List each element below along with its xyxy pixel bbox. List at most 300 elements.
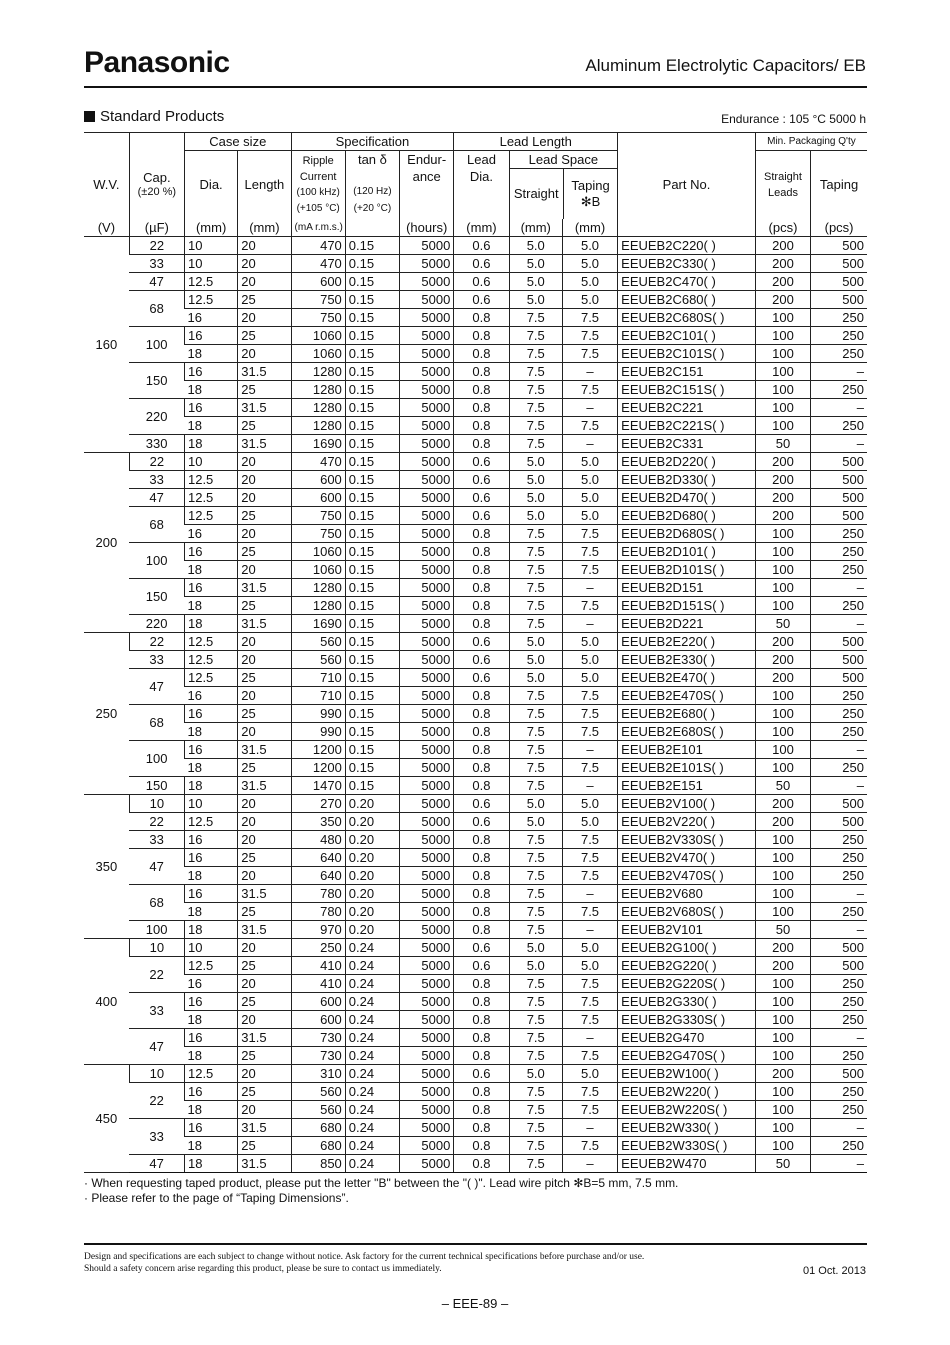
qty-taping-cell: 250 bbox=[811, 687, 867, 705]
endurance-cell: 5000 bbox=[400, 345, 454, 363]
length-cell: 20 bbox=[238, 633, 291, 651]
unit-ripple: (mA r.m.s.) bbox=[291, 219, 345, 237]
qty-taping-cell: – bbox=[811, 885, 867, 903]
part-no-cell: EEUEB2G330S( ) bbox=[618, 1011, 756, 1029]
dia-cell: 10 bbox=[184, 453, 237, 471]
capacitance-cell: 22 bbox=[129, 453, 184, 471]
table-row bbox=[84, 291, 867, 309]
ripple-current-cell: 750 bbox=[291, 525, 345, 543]
qty-taping-cell: 250 bbox=[811, 903, 867, 921]
ripple-current-cell: 730 bbox=[291, 1029, 345, 1047]
lead-space-taping-cell: 7.5 bbox=[562, 327, 617, 345]
endurance-cell: 5000 bbox=[400, 255, 454, 273]
endurance-cell: 5000 bbox=[400, 1065, 454, 1083]
qty-straight-cell: 200 bbox=[755, 651, 810, 669]
qty-straight-cell: 100 bbox=[755, 705, 810, 723]
tan-delta-cell: 0.15 bbox=[345, 273, 399, 291]
lead-space-straight-cell: 7.5 bbox=[509, 993, 562, 1011]
ripple-current-cell: 600 bbox=[291, 489, 345, 507]
lead-dia-cell: 0.8 bbox=[454, 687, 509, 705]
qty-taping-cell: 250 bbox=[811, 867, 867, 885]
lead-space-straight-cell: 7.5 bbox=[509, 831, 562, 849]
tan-delta-cell: 0.24 bbox=[345, 1119, 399, 1137]
part-no-cell: EEUEB2E101S( ) bbox=[618, 759, 756, 777]
qty-taping-cell: 500 bbox=[811, 957, 867, 975]
lead-dia-cell: 0.8 bbox=[454, 705, 509, 723]
endurance-cell: 5000 bbox=[400, 435, 454, 453]
lead-dia-cell: 0.8 bbox=[454, 993, 509, 1011]
part-no-cell: EEUEB2W330S( ) bbox=[618, 1137, 756, 1155]
ripple-current-cell: 1280 bbox=[291, 399, 345, 417]
tan-delta-cell: 0.24 bbox=[345, 939, 399, 957]
ripple-current-cell: 600 bbox=[291, 993, 345, 1011]
lead-space-taping-cell: 7.5 bbox=[562, 723, 617, 741]
capacitance-cell: 150 bbox=[129, 363, 184, 399]
ripple-current-cell: 1060 bbox=[291, 345, 345, 363]
tan-delta-cell: 0.15 bbox=[345, 741, 399, 759]
header-lead-dia-2: Dia. bbox=[469, 169, 494, 184]
lead-space-straight-cell: 7.5 bbox=[509, 723, 562, 741]
lead-space-taping-cell: 7.5 bbox=[562, 867, 617, 885]
unit-straight: (mm) bbox=[509, 219, 562, 237]
table-row bbox=[84, 651, 867, 669]
capacitance-cell: 100 bbox=[129, 921, 184, 939]
endurance-cell: 5000 bbox=[400, 453, 454, 471]
length-cell: 20 bbox=[238, 795, 291, 813]
lead-space-taping-cell: 5.0 bbox=[562, 453, 617, 471]
dia-cell: 10 bbox=[184, 237, 237, 255]
capacitance-cell: 68 bbox=[129, 507, 184, 543]
table-row bbox=[84, 777, 867, 795]
length-cell: 31.5 bbox=[238, 399, 291, 417]
ripple-current-cell: 1690 bbox=[291, 435, 345, 453]
tan-delta-cell: 0.20 bbox=[345, 831, 399, 849]
dia-cell: 18 bbox=[184, 723, 237, 741]
length-cell: 25 bbox=[238, 507, 291, 525]
endurance-cell: 5000 bbox=[400, 957, 454, 975]
qty-straight-cell: 200 bbox=[755, 507, 810, 525]
qty-straight-cell: 200 bbox=[755, 939, 810, 957]
unit-lead-dia: (mm) bbox=[454, 219, 509, 237]
qty-taping-cell: 250 bbox=[811, 1137, 867, 1155]
tan-delta-cell: 0.15 bbox=[345, 597, 399, 615]
length-cell: 25 bbox=[238, 669, 291, 687]
qty-taping-cell: 500 bbox=[811, 633, 867, 651]
lead-dia-cell: 0.8 bbox=[454, 1083, 509, 1101]
qty-straight-cell: 100 bbox=[755, 579, 810, 597]
qty-straight-cell: 100 bbox=[755, 363, 810, 381]
dia-cell: 16 bbox=[184, 579, 237, 597]
lead-dia-cell: 0.8 bbox=[454, 417, 509, 435]
part-no-cell: EEUEB2W330( ) bbox=[618, 1119, 756, 1137]
length-cell: 25 bbox=[238, 1047, 291, 1065]
lead-dia-cell: 0.8 bbox=[454, 921, 509, 939]
qty-taping-cell: 250 bbox=[811, 327, 867, 345]
lead-space-straight-cell: 5.0 bbox=[509, 453, 562, 471]
header-ripple-2: Current bbox=[299, 171, 337, 183]
part-no-cell: EEUEB2C680S( ) bbox=[618, 309, 756, 327]
lead-dia-cell: 0.8 bbox=[454, 885, 509, 903]
part-no-cell: EEUEB2W220( ) bbox=[618, 1083, 756, 1101]
lead-space-taping-cell: 5.0 bbox=[562, 507, 617, 525]
qty-straight-cell: 200 bbox=[755, 633, 810, 651]
dia-cell: 18 bbox=[184, 1155, 237, 1173]
header-endurance bbox=[400, 151, 454, 220]
lead-space-taping-cell: – bbox=[562, 741, 617, 759]
endurance-cell: 5000 bbox=[400, 309, 454, 327]
lead-space-straight-cell: 7.5 bbox=[509, 921, 562, 939]
table-row bbox=[84, 1155, 867, 1173]
table-row bbox=[84, 309, 867, 327]
part-no-cell: EEUEB2D101( ) bbox=[618, 543, 756, 561]
ripple-current-cell: 1280 bbox=[291, 597, 345, 615]
capacitance-cell: 150 bbox=[129, 777, 184, 795]
lead-space-straight-cell: 7.5 bbox=[509, 1047, 562, 1065]
endurance-cell: 5000 bbox=[400, 1047, 454, 1065]
qty-taping-cell: 500 bbox=[811, 291, 867, 309]
lead-space-straight-cell: 7.5 bbox=[509, 561, 562, 579]
ripple-current-cell: 270 bbox=[291, 795, 345, 813]
qty-taping-cell: – bbox=[811, 921, 867, 939]
qty-straight-cell: 100 bbox=[755, 381, 810, 399]
lead-space-taping-cell: – bbox=[562, 615, 617, 633]
ripple-current-cell: 710 bbox=[291, 687, 345, 705]
lead-space-straight-cell: 7.5 bbox=[509, 1119, 562, 1137]
qty-taping-cell: – bbox=[811, 741, 867, 759]
qty-taping-cell: – bbox=[811, 363, 867, 381]
endurance-cell: 5000 bbox=[400, 669, 454, 687]
part-no-cell: EEUEB2V680 bbox=[618, 885, 756, 903]
table-row bbox=[84, 813, 867, 831]
lead-dia-cell: 0.6 bbox=[454, 795, 509, 813]
lead-space-taping-cell: 5.0 bbox=[562, 255, 617, 273]
qty-straight-cell: 100 bbox=[755, 399, 810, 417]
dia-cell: 16 bbox=[184, 1029, 237, 1047]
endurance-cell: 5000 bbox=[400, 867, 454, 885]
dia-cell: 16 bbox=[184, 687, 237, 705]
qty-straight-cell: 200 bbox=[755, 471, 810, 489]
lead-dia-cell: 0.8 bbox=[454, 435, 509, 453]
lead-dia-cell: 0.8 bbox=[454, 1101, 509, 1119]
capacitance-cell: 47 bbox=[129, 1029, 184, 1065]
lead-space-taping-cell: – bbox=[562, 435, 617, 453]
qty-straight-cell: 200 bbox=[755, 813, 810, 831]
lead-space-taping-cell: 7.5 bbox=[562, 417, 617, 435]
lead-space-taping-cell: 5.0 bbox=[562, 471, 617, 489]
lead-space-taping-cell: 7.5 bbox=[562, 309, 617, 327]
length-cell: 31.5 bbox=[238, 579, 291, 597]
endurance-cell: 5000 bbox=[400, 651, 454, 669]
endurance-cell: 5000 bbox=[400, 237, 454, 255]
lead-dia-cell: 0.8 bbox=[454, 1137, 509, 1155]
dia-cell: 12.5 bbox=[184, 669, 237, 687]
length-cell: 20 bbox=[238, 831, 291, 849]
ripple-current-cell: 680 bbox=[291, 1119, 345, 1137]
qty-taping-cell: 500 bbox=[811, 651, 867, 669]
length-cell: 20 bbox=[238, 939, 291, 957]
endurance-cell: 5000 bbox=[400, 723, 454, 741]
lead-space-taping-cell: 5.0 bbox=[562, 939, 617, 957]
endurance-cell: 5000 bbox=[400, 1101, 454, 1119]
table-row bbox=[84, 939, 867, 957]
qty-taping-cell: – bbox=[811, 1119, 867, 1137]
lead-space-straight-cell: 7.5 bbox=[509, 1011, 562, 1029]
table-row bbox=[84, 1029, 867, 1047]
table-row bbox=[84, 273, 867, 291]
qty-straight-cell: 100 bbox=[755, 345, 810, 363]
lead-dia-cell: 0.6 bbox=[454, 1065, 509, 1083]
length-cell: 20 bbox=[238, 237, 291, 255]
ripple-current-cell: 850 bbox=[291, 1155, 345, 1173]
dia-cell: 18 bbox=[184, 561, 237, 579]
length-cell: 25 bbox=[238, 417, 291, 435]
qty-straight-cell: 100 bbox=[755, 561, 810, 579]
tan-delta-cell: 0.15 bbox=[345, 345, 399, 363]
dia-cell: 18 bbox=[184, 921, 237, 939]
endurance-note: Endurance : 105 °C 5000 h bbox=[721, 112, 866, 126]
length-cell: 20 bbox=[238, 723, 291, 741]
lead-dia-cell: 0.6 bbox=[454, 813, 509, 831]
ripple-current-cell: 600 bbox=[291, 273, 345, 291]
lead-space-straight-cell: 5.0 bbox=[509, 957, 562, 975]
qty-taping-cell: – bbox=[811, 399, 867, 417]
header-rule bbox=[84, 86, 867, 88]
lead-dia-cell: 0.6 bbox=[454, 255, 509, 273]
dia-cell: 18 bbox=[184, 1101, 237, 1119]
part-no-cell: EEUEB2C221S( ) bbox=[618, 417, 756, 435]
ripple-current-cell: 710 bbox=[291, 669, 345, 687]
capacitance-cell: 33 bbox=[129, 993, 184, 1029]
lead-dia-cell: 0.8 bbox=[454, 723, 509, 741]
lead-space-taping-cell: – bbox=[562, 399, 617, 417]
lead-dia-cell: 0.8 bbox=[454, 615, 509, 633]
length-cell: 25 bbox=[238, 597, 291, 615]
endurance-cell: 5000 bbox=[400, 327, 454, 345]
lead-dia-cell: 0.8 bbox=[454, 1029, 509, 1047]
capacitance-cell: 22 bbox=[129, 957, 184, 993]
part-no-cell: EEUEB2V100( ) bbox=[618, 795, 756, 813]
tan-delta-cell: 0.24 bbox=[345, 1083, 399, 1101]
ripple-current-cell: 750 bbox=[291, 291, 345, 309]
lead-space-straight-cell: 5.0 bbox=[509, 471, 562, 489]
table-row bbox=[84, 489, 867, 507]
part-no-cell: EEUEB2E101 bbox=[618, 741, 756, 759]
unit-part-no bbox=[618, 219, 756, 237]
qty-taping-cell: 500 bbox=[811, 273, 867, 291]
capacitance-cell: 22 bbox=[129, 237, 184, 255]
part-no-cell: EEUEB2W100( ) bbox=[618, 1065, 756, 1083]
table-row bbox=[84, 453, 867, 471]
ripple-current-cell: 470 bbox=[291, 237, 345, 255]
ripple-current-cell: 350 bbox=[291, 813, 345, 831]
lead-space-straight-cell: 7.5 bbox=[509, 885, 562, 903]
table-row bbox=[84, 1119, 867, 1137]
qty-taping-cell: 500 bbox=[811, 237, 867, 255]
header-lead-length: Lead Length bbox=[454, 133, 618, 151]
part-no-cell: EEUEB2D680S( ) bbox=[618, 525, 756, 543]
dia-cell: 16 bbox=[184, 741, 237, 759]
qty-taping-cell: 250 bbox=[811, 561, 867, 579]
table-row bbox=[84, 903, 867, 921]
ripple-current-cell: 1280 bbox=[291, 363, 345, 381]
lead-dia-cell: 0.8 bbox=[454, 777, 509, 795]
length-cell: 25 bbox=[238, 705, 291, 723]
qty-straight-cell: 100 bbox=[755, 759, 810, 777]
header-cap bbox=[129, 151, 184, 220]
length-cell: 31.5 bbox=[238, 777, 291, 795]
dia-cell: 12.5 bbox=[184, 471, 237, 489]
header-tan-label: tan δ bbox=[357, 152, 387, 167]
lead-space-taping-cell: 7.5 bbox=[562, 903, 617, 921]
part-no-cell: EEUEB2E330( ) bbox=[618, 651, 756, 669]
qty-straight-cell: 100 bbox=[755, 903, 810, 921]
dia-cell: 12.5 bbox=[184, 489, 237, 507]
lead-space-taping-cell: 5.0 bbox=[562, 795, 617, 813]
lead-space-taping-cell: 7.5 bbox=[562, 849, 617, 867]
dia-cell: 12.5 bbox=[184, 633, 237, 651]
length-cell: 25 bbox=[238, 291, 291, 309]
lead-space-taping-cell: 7.5 bbox=[562, 993, 617, 1011]
table-row bbox=[84, 1047, 867, 1065]
header-ripple-3: (100 kHz) bbox=[296, 187, 340, 198]
endurance-cell: 5000 bbox=[400, 741, 454, 759]
header-straight-leads bbox=[755, 151, 810, 220]
lead-space-straight-cell: 7.5 bbox=[509, 903, 562, 921]
lead-space-taping-cell: – bbox=[562, 1029, 617, 1047]
capacitance-cell: 330 bbox=[129, 435, 184, 453]
dia-cell: 18 bbox=[184, 345, 237, 363]
endurance-cell: 5000 bbox=[400, 795, 454, 813]
ripple-current-cell: 730 bbox=[291, 1047, 345, 1065]
lead-dia-cell: 0.6 bbox=[454, 273, 509, 291]
page-number: – EEE-89 – bbox=[441, 1296, 509, 1311]
capacitance-cell: 68 bbox=[129, 291, 184, 327]
lead-dia-cell: 0.6 bbox=[454, 489, 509, 507]
qty-taping-cell: – bbox=[811, 615, 867, 633]
dia-cell: 16 bbox=[184, 1083, 237, 1101]
part-no-cell: EEUEB2D220( ) bbox=[618, 453, 756, 471]
unit-endurance: (hours) bbox=[400, 219, 454, 237]
endurance-cell: 5000 bbox=[400, 885, 454, 903]
lead-space-straight-cell: 7.5 bbox=[509, 741, 562, 759]
header-taping-1: Taping bbox=[571, 178, 610, 193]
table-row bbox=[84, 1137, 867, 1155]
part-no-cell: EEUEB2C101S( ) bbox=[618, 345, 756, 363]
tan-delta-cell: 0.15 bbox=[345, 399, 399, 417]
lead-space-straight-cell: 5.0 bbox=[509, 273, 562, 291]
qty-taping-cell: 250 bbox=[811, 849, 867, 867]
part-no-cell: EEUEB2C330( ) bbox=[618, 255, 756, 273]
voltage-cell: 250 bbox=[84, 633, 129, 795]
length-cell: 20 bbox=[238, 345, 291, 363]
qty-straight-cell: 200 bbox=[755, 255, 810, 273]
dia-cell: 18 bbox=[184, 867, 237, 885]
tan-delta-cell: 0.15 bbox=[345, 705, 399, 723]
length-cell: 20 bbox=[238, 651, 291, 669]
tan-delta-cell: 0.15 bbox=[345, 669, 399, 687]
length-cell: 25 bbox=[238, 543, 291, 561]
qty-taping-cell: 500 bbox=[811, 1065, 867, 1083]
tan-delta-cell: 0.15 bbox=[345, 471, 399, 489]
part-no-cell: EEUEB2E151 bbox=[618, 777, 756, 795]
part-no-cell: EEUEB2W220S( ) bbox=[618, 1101, 756, 1119]
header-straight: Straight bbox=[513, 186, 559, 201]
lead-space-taping-cell: 5.0 bbox=[562, 957, 617, 975]
qty-taping-cell: 500 bbox=[811, 507, 867, 525]
tan-delta-cell: 0.15 bbox=[345, 327, 399, 345]
tan-delta-cell: 0.15 bbox=[345, 237, 399, 255]
ripple-current-cell: 1470 bbox=[291, 777, 345, 795]
tan-delta-cell: 0.24 bbox=[345, 975, 399, 993]
tan-delta-cell: 0.20 bbox=[345, 921, 399, 939]
length-cell: 31.5 bbox=[238, 921, 291, 939]
qty-straight-cell: 200 bbox=[755, 273, 810, 291]
lead-dia-cell: 0.8 bbox=[454, 399, 509, 417]
part-no-cell: EEUEB2C331 bbox=[618, 435, 756, 453]
endurance-cell: 5000 bbox=[400, 579, 454, 597]
dia-cell: 18 bbox=[184, 777, 237, 795]
lead-space-taping-cell: 5.0 bbox=[562, 633, 617, 651]
section-title bbox=[84, 108, 224, 125]
ripple-current-cell: 640 bbox=[291, 849, 345, 867]
header-wv: W.V. bbox=[93, 176, 120, 192]
table-row bbox=[84, 543, 867, 561]
ripple-current-cell: 470 bbox=[291, 255, 345, 273]
qty-taping-cell: 250 bbox=[811, 417, 867, 435]
qty-straight-cell: 100 bbox=[755, 687, 810, 705]
table-row bbox=[84, 795, 867, 813]
lead-dia-cell: 0.8 bbox=[454, 345, 509, 363]
lead-dia-cell: 0.6 bbox=[454, 651, 509, 669]
part-no-cell: EEUEB2G470 bbox=[618, 1029, 756, 1047]
tan-delta-cell: 0.15 bbox=[345, 291, 399, 309]
length-cell: 20 bbox=[238, 309, 291, 327]
qty-straight-cell: 200 bbox=[755, 453, 810, 471]
voltage-cell: 200 bbox=[84, 453, 129, 633]
lead-space-straight-cell: 7.5 bbox=[509, 345, 562, 363]
endurance-cell: 5000 bbox=[400, 975, 454, 993]
part-no-cell: EEUEB2C220( ) bbox=[618, 237, 756, 255]
header-blank bbox=[129, 133, 184, 151]
qty-straight-cell: 200 bbox=[755, 669, 810, 687]
tan-delta-cell: 0.15 bbox=[345, 579, 399, 597]
qty-taping-cell: 250 bbox=[811, 345, 867, 363]
table-row bbox=[84, 399, 867, 417]
lead-space-straight-cell: 7.5 bbox=[509, 1101, 562, 1119]
qty-taping-cell: 500 bbox=[811, 255, 867, 273]
table-row bbox=[84, 435, 867, 453]
table-row bbox=[84, 867, 867, 885]
length-cell: 25 bbox=[238, 903, 291, 921]
qty-taping-cell: – bbox=[811, 777, 867, 795]
dia-cell: 18 bbox=[184, 597, 237, 615]
lead-space-taping-cell: 7.5 bbox=[562, 1011, 617, 1029]
part-no-cell: EEUEB2D470( ) bbox=[618, 489, 756, 507]
length-cell: 25 bbox=[238, 759, 291, 777]
qty-taping-cell: 500 bbox=[811, 471, 867, 489]
lead-space-taping-cell: – bbox=[562, 921, 617, 939]
part-no-cell: EEUEB2D151 bbox=[618, 579, 756, 597]
qty-taping-cell: 500 bbox=[811, 489, 867, 507]
voltage-cell: 160 bbox=[84, 237, 129, 453]
dia-cell: 16 bbox=[184, 993, 237, 1011]
table-row bbox=[84, 849, 867, 867]
length-cell: 25 bbox=[238, 381, 291, 399]
qty-taping-cell: 250 bbox=[811, 543, 867, 561]
endurance-cell: 5000 bbox=[400, 777, 454, 795]
endurance-cell: 5000 bbox=[400, 1119, 454, 1137]
qty-taping-cell: 250 bbox=[811, 1101, 867, 1119]
